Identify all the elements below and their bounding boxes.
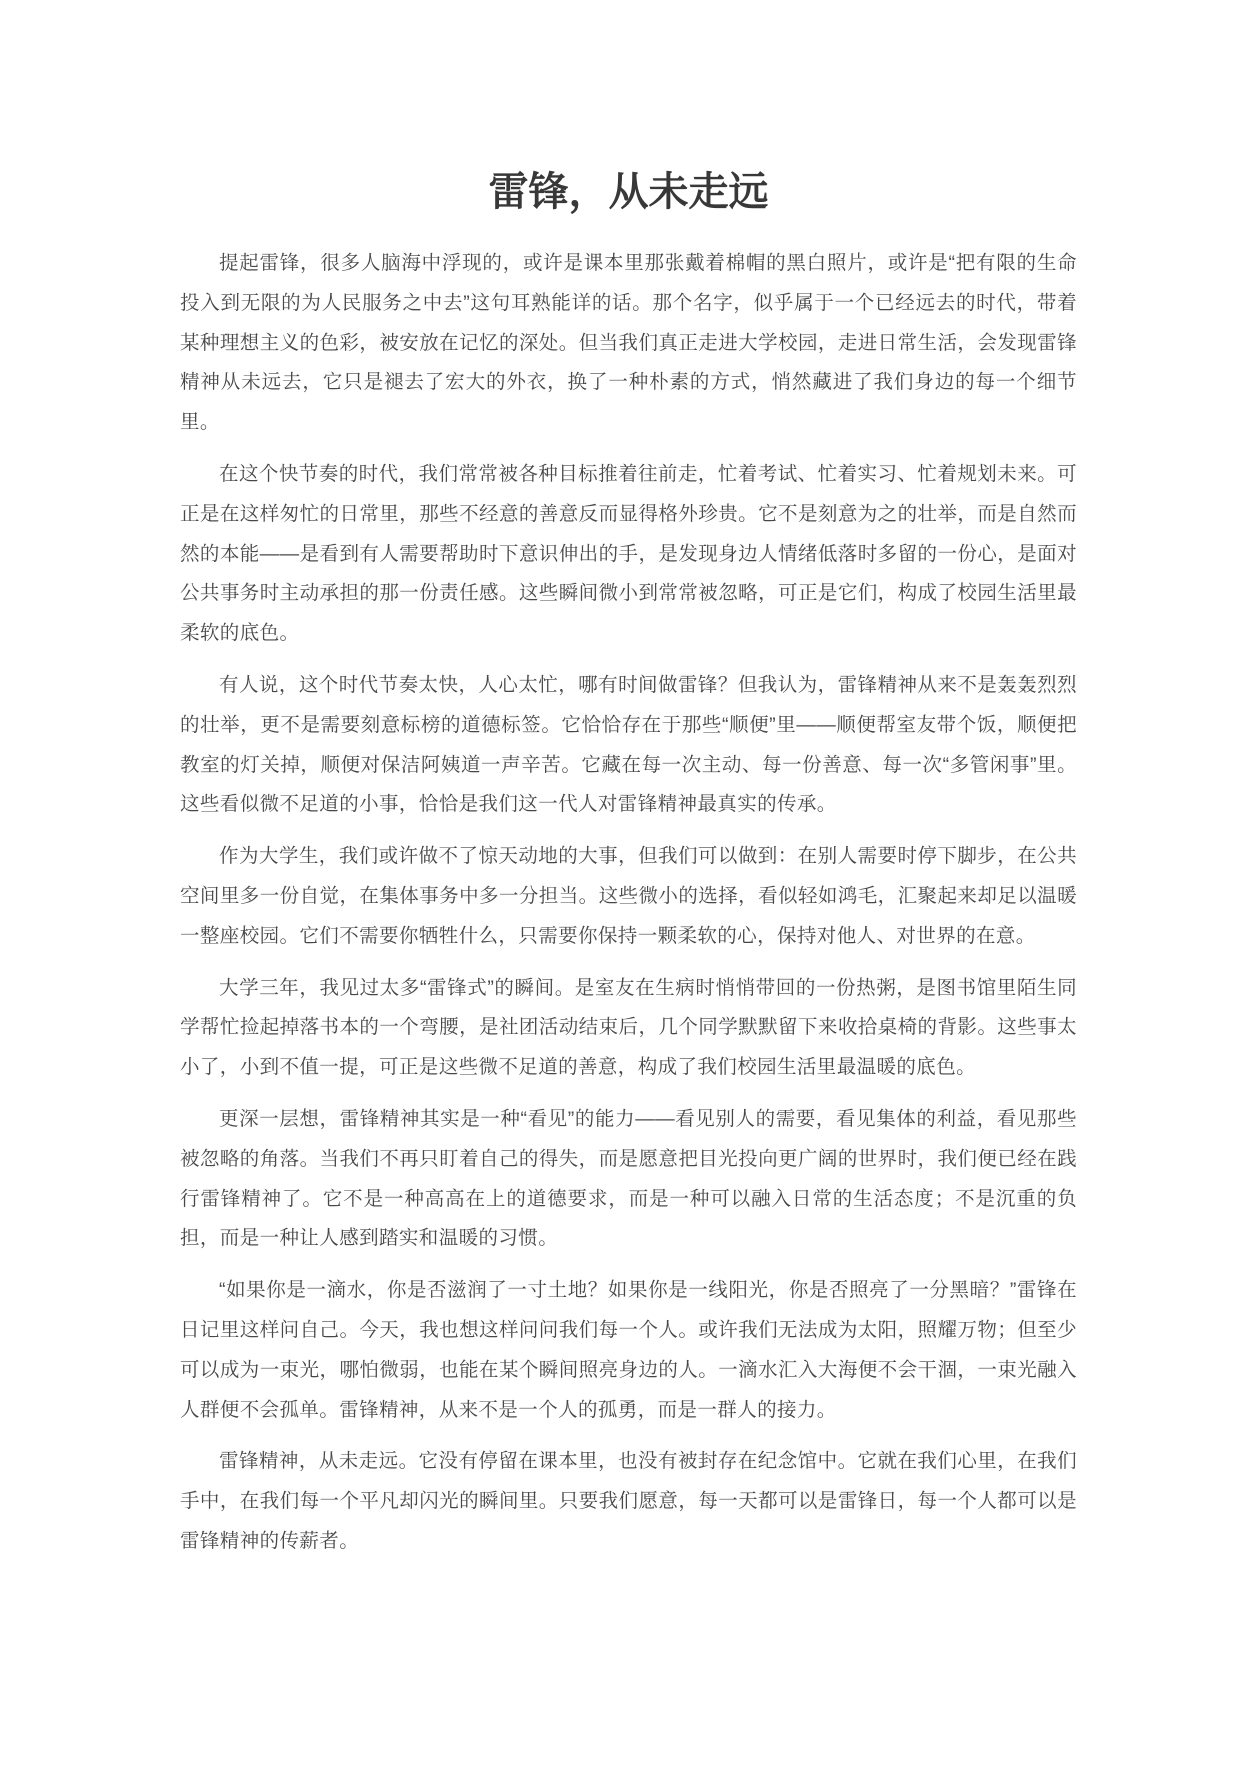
essay-body	[180, 244, 1077, 1562]
essay-paragraph-7: “如果你是一滴水，你是否滋润了一寸土地？如果你是一线阳光，你是否照亮了一分黑暗？”雷锋在日记里这样问自己。今天，我也想这样问问我们每一个人。或许我们无法成为太阳，照耀万物；但至少可以成为一束光，哪怕微弱，也能在某个瞬间照亮身边的人。一滴水汇入大海便不会干涸，一束光融入人群便不会孤单。雷锋精神，从来不是一个人的孤勇，而是一群人的接力。	[180, 1279, 1077, 1421]
essay-paragraph-6: 更深一层想，雷锋精神其实是一种“看见”的能力——看见别人的需要，看见集体的利益，看见那些被忽略的角落。当我们不再只盯着自己的得失，而是愿意把目光投向更广阔的世界时，我们便已经在践行雷锋精神了。它不是一种高高在上的道德要求，而是一种可以融入日常的生活态度；不是沉重的负担，而是一种让人感到踏实和温暖的习惯。	[180, 1107, 1077, 1250]
essay-paragraph-5: 大学三年，我见过太多“雷锋式”的瞬间。是室友在生病时悄悄带回的一份热粥，是图书馆里陌生同学帮忙捡起掉落书本的一个弯腰，是社团活动结束后，几个同学默默留下来收拾桌椅的背影。这些事太小了，小到不值一提，可正是这些微不足道的善意，构成了我们校园生活里最温暖的底色。	[180, 976, 1077, 1079]
essay-paragraph-3: 有人说，这个时代节奏太快，人心太忙，哪有时间做雷锋？但我认为，雷锋精神从来不是轰轰烈烈的壮举，更不是需要刻意标榜的道德标签。它恰恰存在于那些“顺便”里——顺便帮室友带个饭，顺便把教室的灯关掉，顺便对保洁阿姨道一声辛苦。它藏在每一次主动、每一份善意、每一次“多管闲事”里。这些看似微不足道的小事，恰恰是我们这一代人对雷锋精神最真实的传承。	[180, 673, 1077, 816]
essay-paragraph-8: 雷锋精神，从未走远。它没有停留在课本里，也没有被封存在纪念馆中。它就在我们心里，在我们手中，在我们每一个平凡却闪光的瞬间里。只要我们愿意，每一天都可以是雷锋日，每一个人都可以是雷锋精神的传薪者。	[180, 1450, 1077, 1552]
essay-paragraph-4: 作为大学生，我们或许做不了惊天动地的大事，但我们可以做到：在别人需要时停下脚步，在公共空间里多一份自觉，在集体事务中多一分担当。这些微小的选择，看似轻如鸿毛，汇聚起来却足以温暖一整座校园。它们不需要你牺牲什么，只需要你保持一颗柔软的心，保持对他人、对世界的在意。	[180, 845, 1077, 947]
essay-paragraph-1: 提起雷锋，很多人脑海中浮现的，或许是课本里那张戴着棉帽的黑白照片，或许是“把有限的生命投入到无限的为人民服务之中去”这句耳熟能详的话。那个名字，似乎属于一个已经远去的时代，带着某种理想主义的色彩，被安放在记忆的深处。但当我们真正走进大学校园，走进日常生活，会发现雷锋精神从未远去，它只是褪去了宏大的外衣，换了一种朴素的方式，悄然藏进了我们身边的每一个细节里。	[180, 252, 1077, 434]
essay-title: 雷锋，从未走远	[488, 170, 769, 214]
essay-paragraph-2: 在这个快节奏的时代，我们常常被各种目标推着往前走，忙着考试、忙着实习、忙着规划未来。可正是在这样匆忙的日常里，那些不经意的善意反而显得格外珍贵。它不是刻意为之的壮举，而是自然而然的本能——是看到有人需要帮助时下意识伸出的手，是发现身边人情绪低落时多留的一份心，是面对公共事务时主动承担的那一份责任感。这些瞬间微小到常常被忽略，可正是它们，构成了校园生活里最柔软的底色。	[180, 462, 1077, 645]
